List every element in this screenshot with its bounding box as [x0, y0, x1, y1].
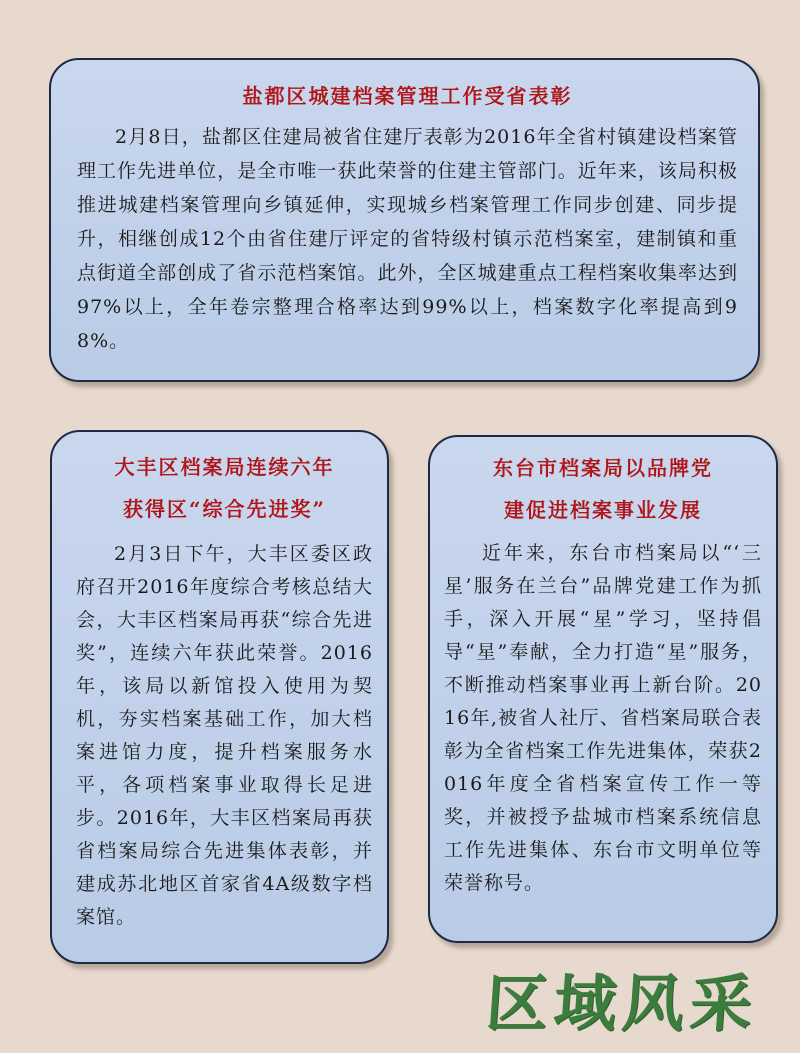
title-line-1: 东台市档案局以品牌党 — [493, 456, 713, 480]
title-line-2: 获得区“综合先进奖” — [122, 497, 326, 521]
article-title — [76, 446, 373, 530]
title-line-1: 大丰区档案局连续六年 — [114, 455, 335, 479]
article-title — [444, 447, 762, 531]
article-card-left — [50, 430, 389, 964]
article-body: 2月8日，盐都区住建局被省住建厅表彰为2016年全省村镇建设档案管理工作先进单位，是全市唯一获此荣誉的住建主管部门。近年来，该局积极推进城建档案管理向乡镇延伸，实现城乡档案管理工作同步创建、同步提升，相继创成12个由省住建厅评定的省特级村镇示范档案室，建制镇和重点街道全部创成了省示范档案馆。此外，全区城建重点工程档案收集率达到97%以上，全年卷宗整理合格率达到99%以上，档案数字化率提高到98%。 — [77, 126, 738, 352]
article-card-top — [49, 58, 760, 382]
section-logo: 区域风采 — [483, 967, 761, 1040]
article-body: 近年来，东台市档案局以“‘三星’服务在兰台”品牌党建工作为抓手，深入开展“星”学习，坚持倡导“星”奉献，全力打造“星”服务，不断推动档案事业再上新台阶。2016年,被省人社厅、省档案局联合表彰为全省档案工作先进集体，荣获2016年度全省档案宣传工作一等奖，并被授予盐城市档案系统信息工作先进集体、东台市文明单位等荣誉称号。 — [444, 542, 762, 894]
article-body: 2月3日下午，大丰区委区政府召开2016年度综合考核总结大会，大丰区档案局再获“综合先进奖”，连续六年获此荣誉。2016年，该局以新馆投入使用为契机，夯实档案基础工作，加大档案进馆力度，提升档案服务水平，各项档案事业取得长足进步。2016年，大丰区档案局再获省档案局综合先进集体表彰，并建成苏北地区首家省4A级数字档案馆。 — [76, 543, 373, 928]
article-card-right — [428, 435, 778, 943]
article-title: 盐都区城建档案管理工作受省表彰 — [242, 84, 573, 108]
title-line-2: 建促进档案事业发展 — [504, 498, 702, 522]
